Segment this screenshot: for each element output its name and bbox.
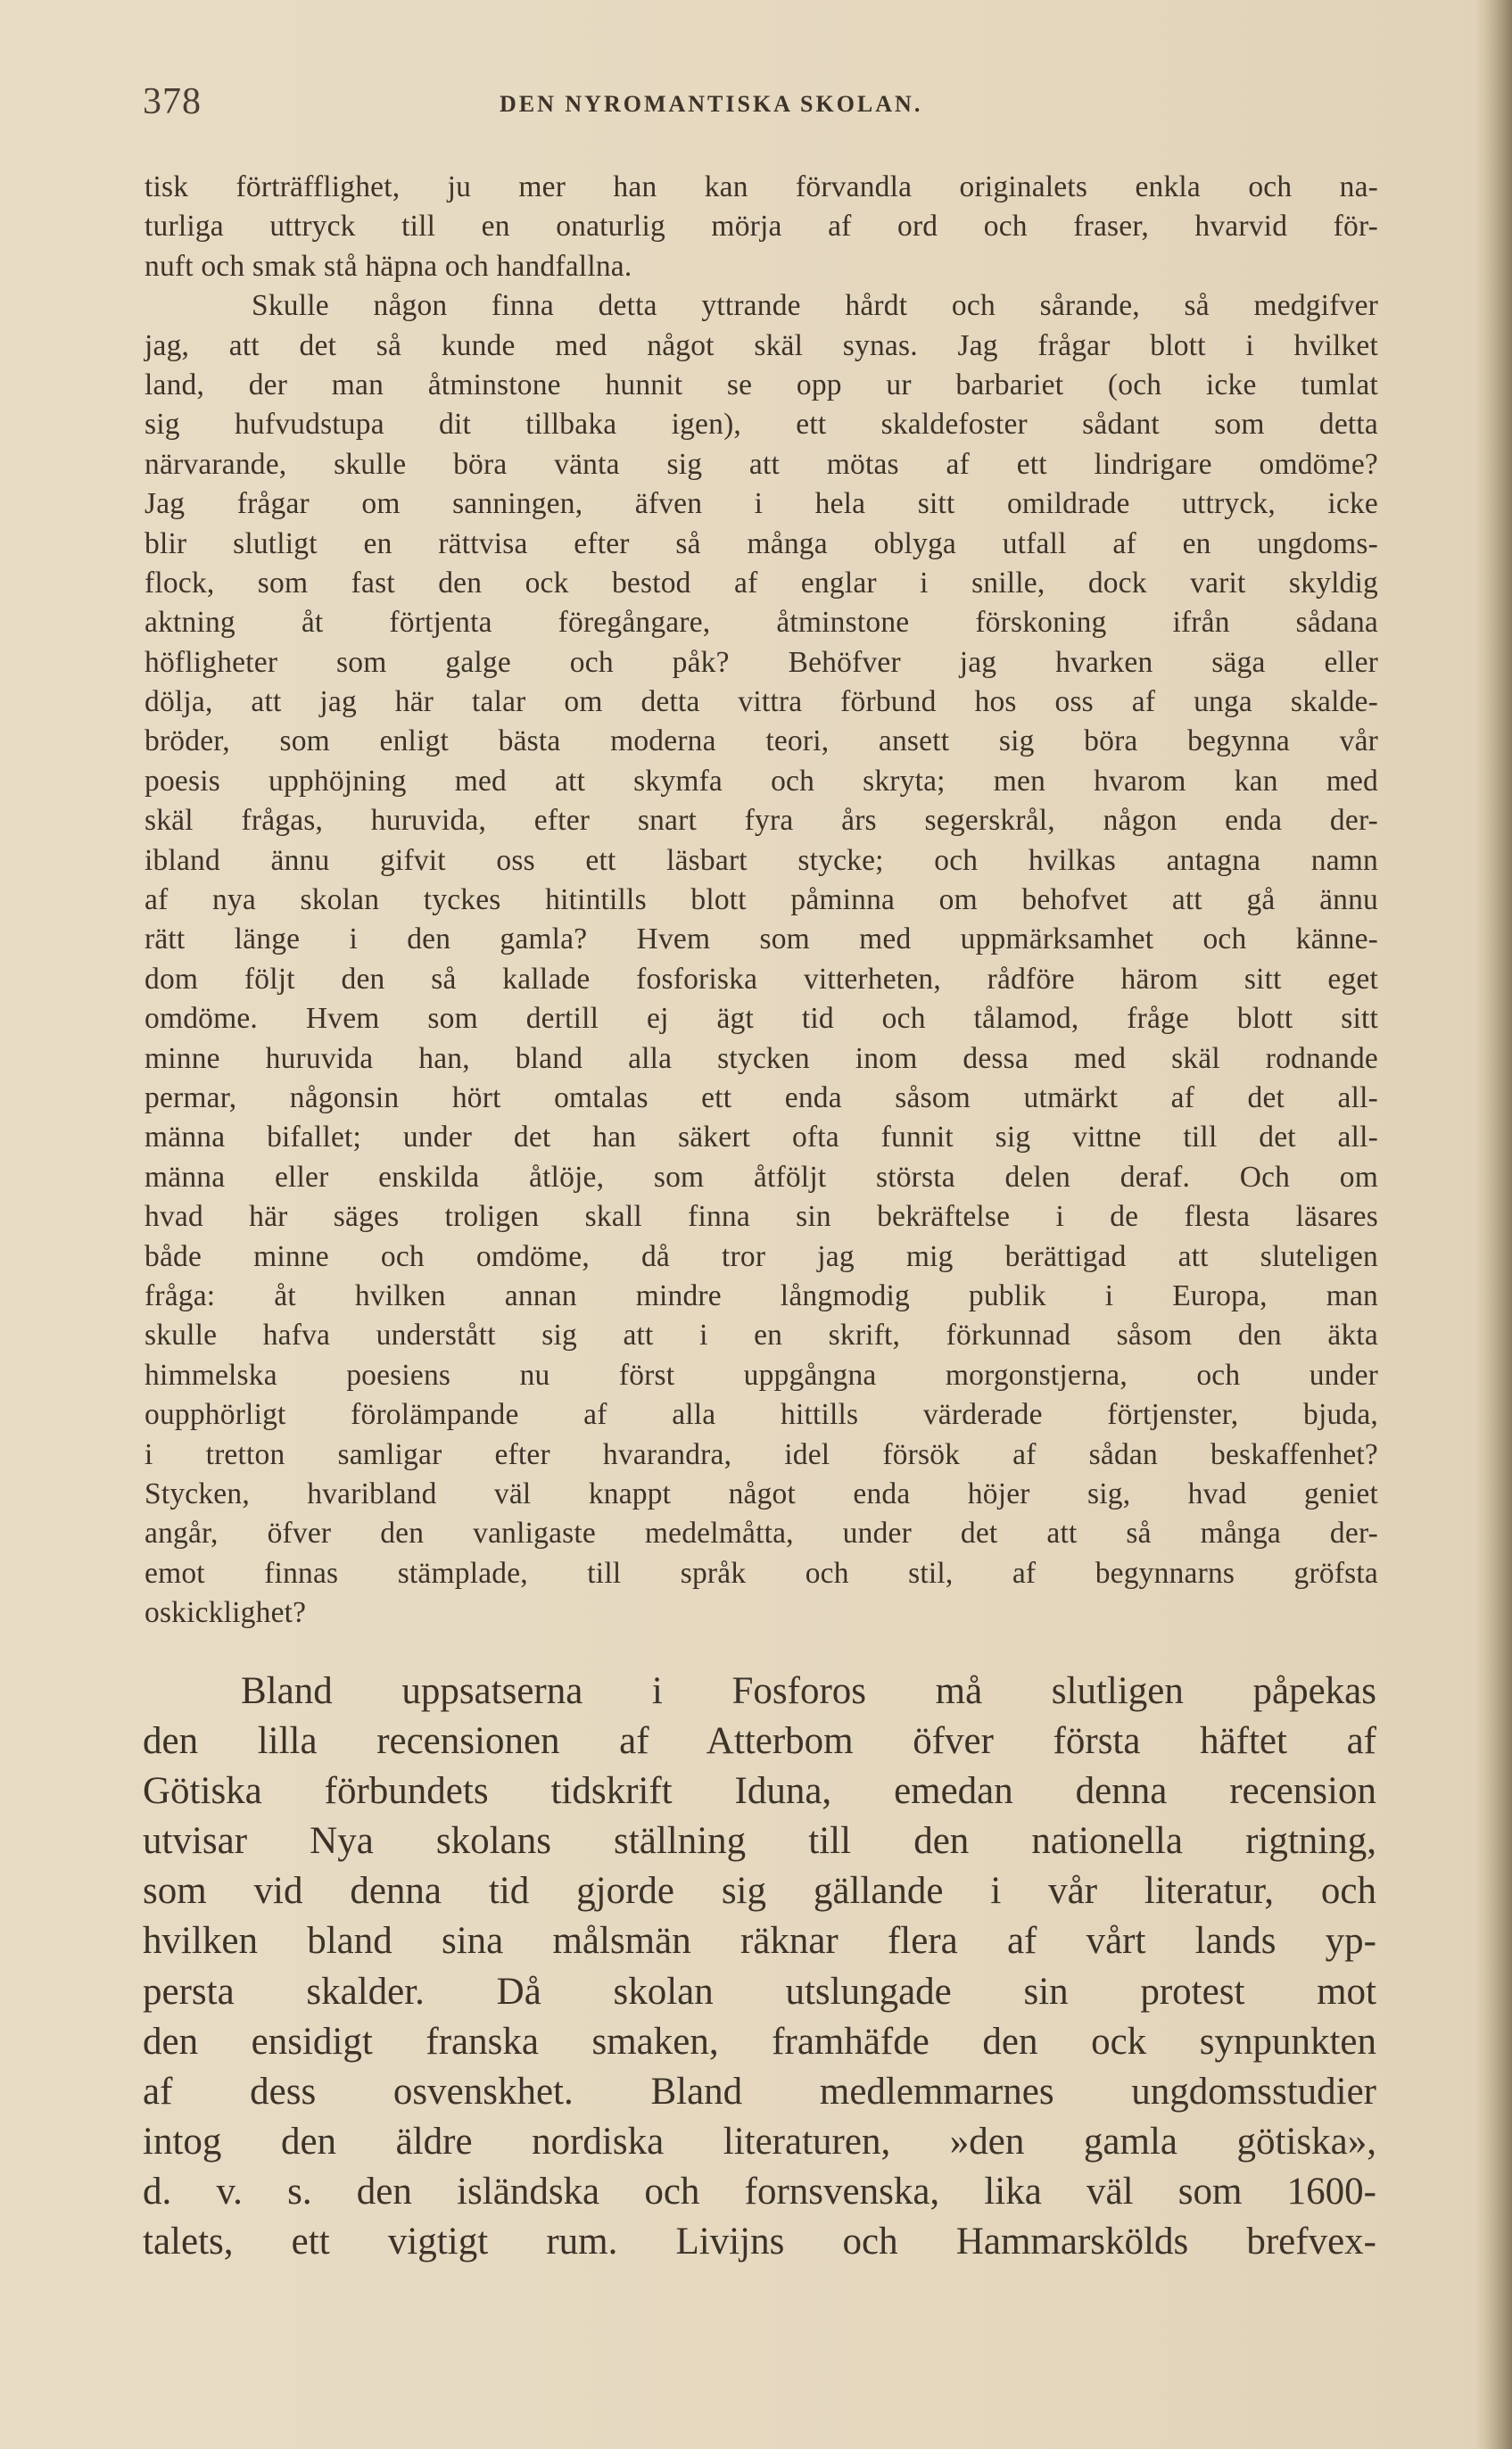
quoted-passage [145, 168, 1378, 1633]
text-line: persta skalder. Då skolan utslungade sin protest mot [143, 1970, 1376, 2013]
text-line: männa eller enskilda åtlöje, som åtföljt största delen deraf. Och om [145, 1160, 1378, 1194]
text-line: tisk förträfflighet, ju mer han kan förvandla originalets enkla och na- [145, 170, 1378, 203]
text-line: Skulle någon finna detta yttrande hårdt och sårande, så medgifver [252, 289, 1378, 323]
text-line: omdöme. Hvem som dertill ej ägt tid och tålamod, fråge blott sitt [145, 1002, 1378, 1036]
page-number: 378 [143, 81, 202, 122]
text-line: hvad här säges troligen skall finna sin bekräftelse i de flesta läsares [145, 1200, 1378, 1234]
text-line: Götiska förbundets tidskrift Iduna, emedan denna recension [143, 1770, 1376, 1813]
text-line: den ensidigt franska smaken, framhäfde den ock synpunkten [143, 2020, 1376, 2063]
text-line: Stycken, hvaribland väl knappt något enda höjer sig, hvad geniet [145, 1477, 1378, 1510]
text-line: poesis upphöjning med att skymfa och skryta; men hvarom kan med [145, 764, 1378, 798]
page-edge-shadow [1475, 0, 1512, 2449]
text-line: Bland uppsatserna i Fosforos må slutligen påpekas [241, 1670, 1376, 1712]
main-paragraph [143, 1667, 1376, 2267]
text-line: minne huruvida han, bland alla stycken inom dessa med skäl rodnande [145, 1041, 1378, 1075]
text-line: aktning åt förtjenta föregångare, åtminstone förskoning ifrån sådana [145, 606, 1378, 640]
text-line: oupphörligt förolämpande af alla hittills värderade förtjenster, bjuda, [145, 1398, 1378, 1432]
text-line: den lilla recensionen af Atterbom öfver första häftet af [143, 1720, 1376, 1763]
text-line: af nya skolan tyckes hitintills blott påminna om behofvet att gå ännu [145, 883, 1378, 917]
page-header [143, 80, 1383, 125]
text-line: sig hufvudstupa dit tillbaka igen), ett skaldefoster sådant som detta [145, 408, 1378, 442]
text-line: i tretton samligar efter hvarandra, idel försök af sådan beskaffenhet? [145, 1437, 1378, 1471]
text-line: turliga uttryck till en onaturlig mörja af ord och fraser, hvarvid för- [145, 210, 1378, 244]
text-line: som vid denna tid gjorde sig gällande i vår literatur, och [143, 1870, 1376, 1913]
text-line: angår, öfver den vanligaste medelmåtta, under det att så många der- [145, 1517, 1378, 1551]
text-line: blir slutligt en rättvisa efter så många oblyga utfall af en ungdoms- [145, 526, 1378, 560]
text-line: både minne och omdöme, då tror jag mig berättigad att sluteligen [145, 1239, 1378, 1273]
text-line: Jag frågar om sanningen, äfven i hela sitt omildrade uttryck, icke [145, 487, 1378, 521]
text-line: rätt länge i den gamla? Hvem som med uppmärksamhet och känne- [145, 923, 1378, 956]
text-line: hvilken bland sina målsmän räknar flera af vårt lands yp- [143, 1920, 1376, 1963]
text-line: intog den äldre nordiska literaturen, »den gamla götiska», [143, 2120, 1376, 2163]
text-line: flock, som fast den ock bestod af englar i snille, dock varit skyldig [145, 566, 1378, 600]
text-line: fråga: åt hvilken annan mindre långmodig publik i Europa, man [145, 1278, 1378, 1312]
text-line: nuft och smak stå häpna och handfallna. [145, 249, 632, 283]
text-line: af dess osvenskhet. Bland medlemmarnes ungdomsstudier [143, 2070, 1376, 2113]
text-line: ibland ännu gifvit oss ett läsbart stycke; och hvilkas antagna namn [145, 843, 1378, 877]
text-line: jag, att det så kunde med något skäl synas. Jag frågar blott i hvilket [145, 328, 1378, 362]
text-line: land, der man åtminstone hunnit se opp ur barbariet (och icke tumlat [145, 368, 1378, 401]
text-line: emot finnas stämplade, till språk och stil, af begynnarns gröfsta [145, 1556, 1378, 1590]
text-line: dölja, att jag här talar om detta vittra förbund hos oss af unga skalde- [145, 685, 1378, 719]
text-line: d. v. s. den isländska och fornsvenska, lika väl som 1600- [143, 2170, 1376, 2213]
text-line: talets, ett vigtigt rum. Livijns och Hammarskölds brefvex- [143, 2221, 1376, 2263]
text-line: männa bifallet; under det han säkert ofta funnit sig vittne till det all- [145, 1121, 1378, 1154]
text-line: permar, någonsin hört omtalas ett enda såsom utmärkt af det all- [145, 1080, 1378, 1114]
text-line: skulle hafva understått sig att i en skrift, förkunnad såsom den äkta [145, 1319, 1378, 1353]
text-line: utvisar Nya skolans ställning till den nationella rigtning, [143, 1820, 1376, 1863]
text-line: höfligheter som galge och påk? Behöfver jag hvarken säga eller [145, 645, 1378, 679]
text-line: dom följt den så kallade fosforiska vitterheten, rådföre härom sitt eget [145, 962, 1378, 996]
text-line: oskicklighet? [145, 1596, 307, 1630]
text-line: himmelska poesiens nu först uppgångna morgonstjerna, och under [145, 1358, 1378, 1392]
running-head: DEN NYROMANTISKA SKOLAN. [500, 91, 923, 117]
text-line: bröder, som enligt bästa moderna teori, ansett sig böra begynna vår [145, 724, 1378, 758]
text-line: närvarande, skulle böra vänta sig att mötas af ett lindrigare omdöme? [145, 447, 1378, 481]
text-line: skäl frågas, huruvida, efter snart fyra års segerskrål, någon enda der- [145, 804, 1378, 838]
